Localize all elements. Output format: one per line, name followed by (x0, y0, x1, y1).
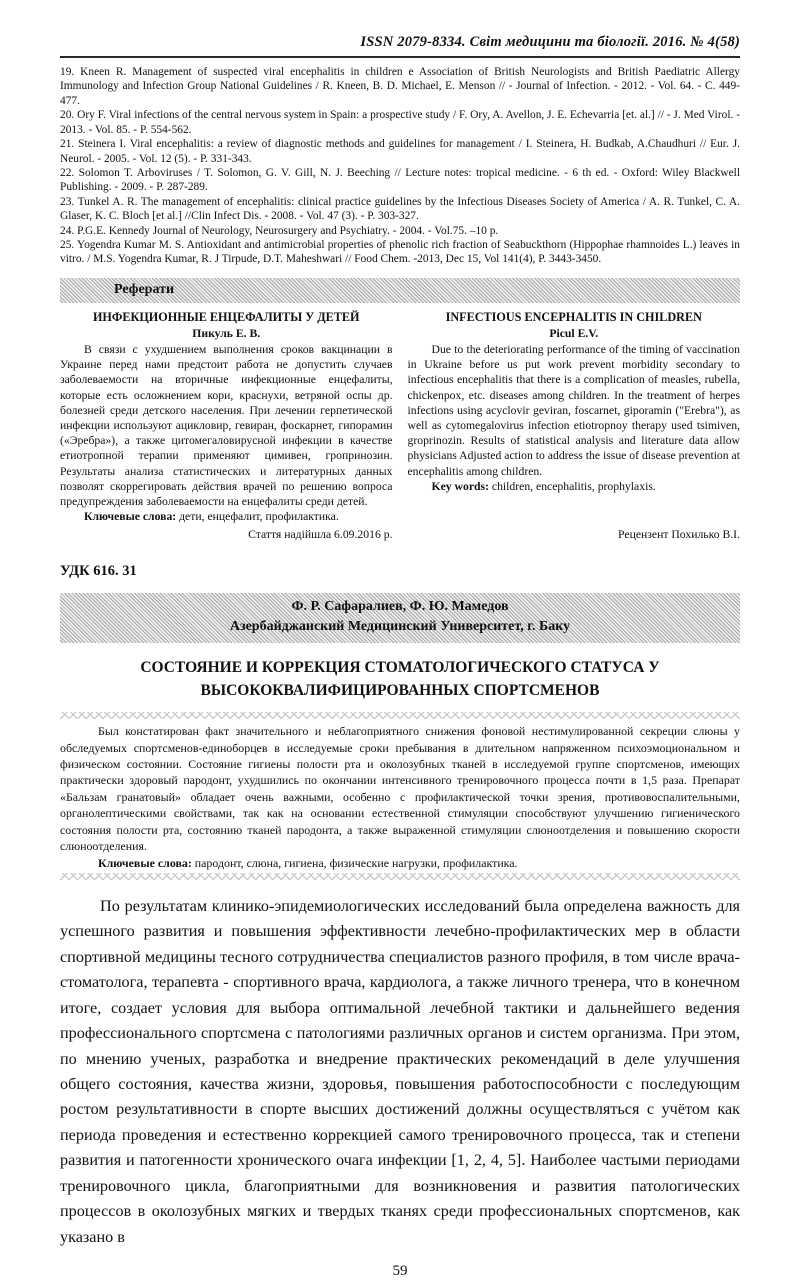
article-annotation (60, 723, 740, 871)
abstract-title-en: INFECTIOUS ENCEPHALITIS IN CHILDREN (445, 309, 702, 324)
reference-item: 21. Steinera I. Viral encephalitis: a review of diagnostic methods and guidelines for management / I. Steinera, H. Budkab, A.Chaudhuri // Eur. J. Neurol. - 2005. - Vol. 12 (5). - P. 331-343. (60, 138, 740, 165)
abstract-columns (60, 310, 740, 543)
reference-item: 24. P.G.E. Kennedy Journal of Neurology, Neurosurgery and Psychiatry. - 2004. - Vol.75. –10 p. (60, 224, 499, 237)
abstracts-section-banner (60, 278, 740, 303)
keywords-label-en: Key words: (431, 479, 489, 493)
journal-header-line: ISSN 2079-8334. Світ медицини та біології. 2016. № 4(58) (60, 34, 740, 58)
zigzag-divider (60, 873, 740, 880)
zigzag-divider (60, 712, 740, 719)
article-main-body (60, 894, 740, 1250)
article-paragraph: По результатам клинико-эпидемиологических исследований была определена важность для успешного развития и повышения эффективности лечебно-профилактических мер в области спортивной медицины тесного сотрудничества специалистов разного профиля, в том числе врача-стоматолога, терапевта - спортивного врача, кардиолога, а также личного тренера, что в конечном итоге, создает условия для выбора оптимальной лечебной тактики и дальнейшего ведения профессионального спортсмена с патологиями различных органов и систем организма. При этом, по мнению ученых, разработка и внедрение практических рекомендаций в деле улучшения общего состояния, качества жизни, здоровья, повышения работоспособности с последующим ростом результативности в спорте высших достижений должны осуществляться с учётом как периода проведения и естественно коррекцией самого тренировочного процесса, так и степени развития и патогенности хронического очага инфекции [1, 2, 4, 5]. Наиболее частыми периодами тренировочного цикла, благоприятными для возникновения и развития патологических процессов в околозубных мягких и твердых тканях среди профессиональных спортсменов, как указано в (60, 896, 740, 1246)
article-received-date: Стаття надійшла 6.09.2016 р. (248, 528, 393, 542)
annotation-keywords-label: Ключевые слова: (98, 855, 192, 870)
page-number: 59 (392, 1263, 408, 1280)
annotation-text: Был констатирован факт значительного и неблагоприятного снижения фоновой нестимулированной секреции слюны у обследуемых спортсменов-единоборцев в исследуемые сроки пребывания в длительном напряженном психоэмоциональном и физическом состоянии. Состояние гигиены полости рта и околозубных тканей в исследуемой группе спортсменов, имеющих практически здоровый пародонт, ухудшились по окончании интенсивного тренировочного процесса почти в 1,5 раза. Препарат «Бальзам гранатовый» обладает очень важными, особенно с профилактической точки зрения, противовоспалительными, органолептическими свойствами, так как на основании естественной стимуляции способствуют улучшению гигиенического состояния полости рта, состоянию тканей пародонта, а также выраженной стимуляции слюноотделения и повышению скорости слюноотделения. (60, 724, 740, 854)
abstract-author-en: Picul E.V. (549, 326, 599, 340)
authors-banner (60, 593, 740, 644)
reference-item: 22. Solomon T. Arboviruses / T. Solomon, G. V. Gill, N. J. Beeching // Lecture notes: tropical medicine. - 6 th ed. - Oxford: Wiley Blackwell Publishing. - 2009. - P. 287-289. (60, 166, 740, 194)
article-affiliation: Азербайджанский Медицинский Университет, г. Баку (229, 618, 571, 634)
article-title: СОСТОЯНИЕ И КОРРЕКЦИЯ СТОМАТОЛОГИЧЕСКОГО СТАТУСА У ВЫСОКОКВАЛИФИЦИРОВАННЫХ СПОРТСМЕНОВ (140, 659, 660, 699)
abstract-author-ru: Пикуль Е. В. (192, 326, 261, 340)
annotation-keywords-text: пародонт, слюна, гигиена, физические нагрузки, профилактика. (191, 855, 518, 870)
abstract-body-ru: В связи с ухудшением выполнения сроков вакцинации в Украине перед нами предстоит работа не допустить случаев заболеваемости на вторичные инфекционные енцефалиты, которые есть осложнением кори, краснухи, ветряной оспы др. болезней среди детского населения. При лечении герпетической инфекции используют ацикловир, гевиран, фоскарнет, гипорамин («Эребра»), а также цитомегаловирусной инфекции в качестве етиотропной терапии применяют цимивен, гропринозин. Результаты анализа статистических и литературных данных позволят скоррегировать действия врачей по решению вопроса предупреждения заболеваемости на енцефалиты среди детей. (60, 342, 393, 508)
reference-item: 23. Tunkel A. R. The management of encephalitis: clinical practice guidelines by the Infectious Diseases Society of America / A. R. Tunkel, C. A. Glaser, K. C. Bloch [et al.] //Clin Infect Dis. - 2008. - Vol. 47 (3). - P. 303-327. (60, 195, 740, 223)
reference-item: 20. Ory F. Viral infections of the central nervous system in Spain: a prospective study / F. Ory, A. Avellon, J. E. Echevarria [et. al.] // - J. Med Virol. - 2013. - Vol. 85. - P. 554-562. (60, 109, 740, 136)
abstract-keywords-ru (60, 509, 393, 524)
annotation-keywords (60, 855, 740, 871)
reviewer-line: Рецензент Похилько В.І. (618, 528, 740, 542)
abstract-title-ru: ИНФЕКЦИОННЫЕ ЕНЦЕФАЛИТЫ У ДЕТЕЙ (92, 309, 360, 324)
reference-item: 25. Yogendra Kumar M. S. Antioxidant and antimicrobial properties of phenolic rich fraction of Seabuckthorn (Hippophae rhamnoides L.) leaves in vitro. / M.S. Yogendra Kumar, R. J Tirpude, D.T. Maheshwari // Food Chem. -2013, Dec 15, Vol 141(4), P. 3443-3450. (60, 239, 740, 266)
keywords-text-en: children, encephalitis, prophylaxis. (488, 479, 656, 493)
references-list (60, 65, 740, 267)
article-authors: Ф. Р. Сафаралиев, Ф. Ю. Мамедов (291, 598, 509, 614)
udc-code: УДК 616. 31 (60, 562, 137, 579)
keywords-text-ru: дети, енцефалит, профилактика. (176, 510, 339, 524)
abstract-keywords-en (408, 479, 741, 494)
abstracts-section-label: Реферати (114, 282, 175, 298)
reference-item: 19. Kneen R. Management of suspected viral encephalitis in children e Association of British Neurologists and British Paediatric Allergy Immunology and Infection Group National Guidelines / R. Kneen, B. D. Michael, E. Menson // - Journal of Infection. - 2012. - Vol. 64. - С. 449-477. (60, 66, 740, 107)
abstract-column-english (408, 310, 741, 543)
abstract-column-russian (60, 310, 393, 543)
abstract-body-en: Due to the deteriorating performance of the timing of vaccination in Ukraine before us put work prevent morbidity secondary to infectious encephalitis that there is a complication of measles, rubella, chickenpox, etc. diseases among children. In the treatment of herpes infections using acyclovir geviran, foscarnet, giporamin ("Erebra"), as well as cytomegalovirus infection etiotropnoy therapy used tsimiven, groprinozin. Results of statistical analysis and literature data allow physicians Adjusted action to address the issue of disease prevention at encephalitis among children. (407, 342, 740, 478)
keywords-label-ru: Ключевые слова: (84, 510, 177, 524)
